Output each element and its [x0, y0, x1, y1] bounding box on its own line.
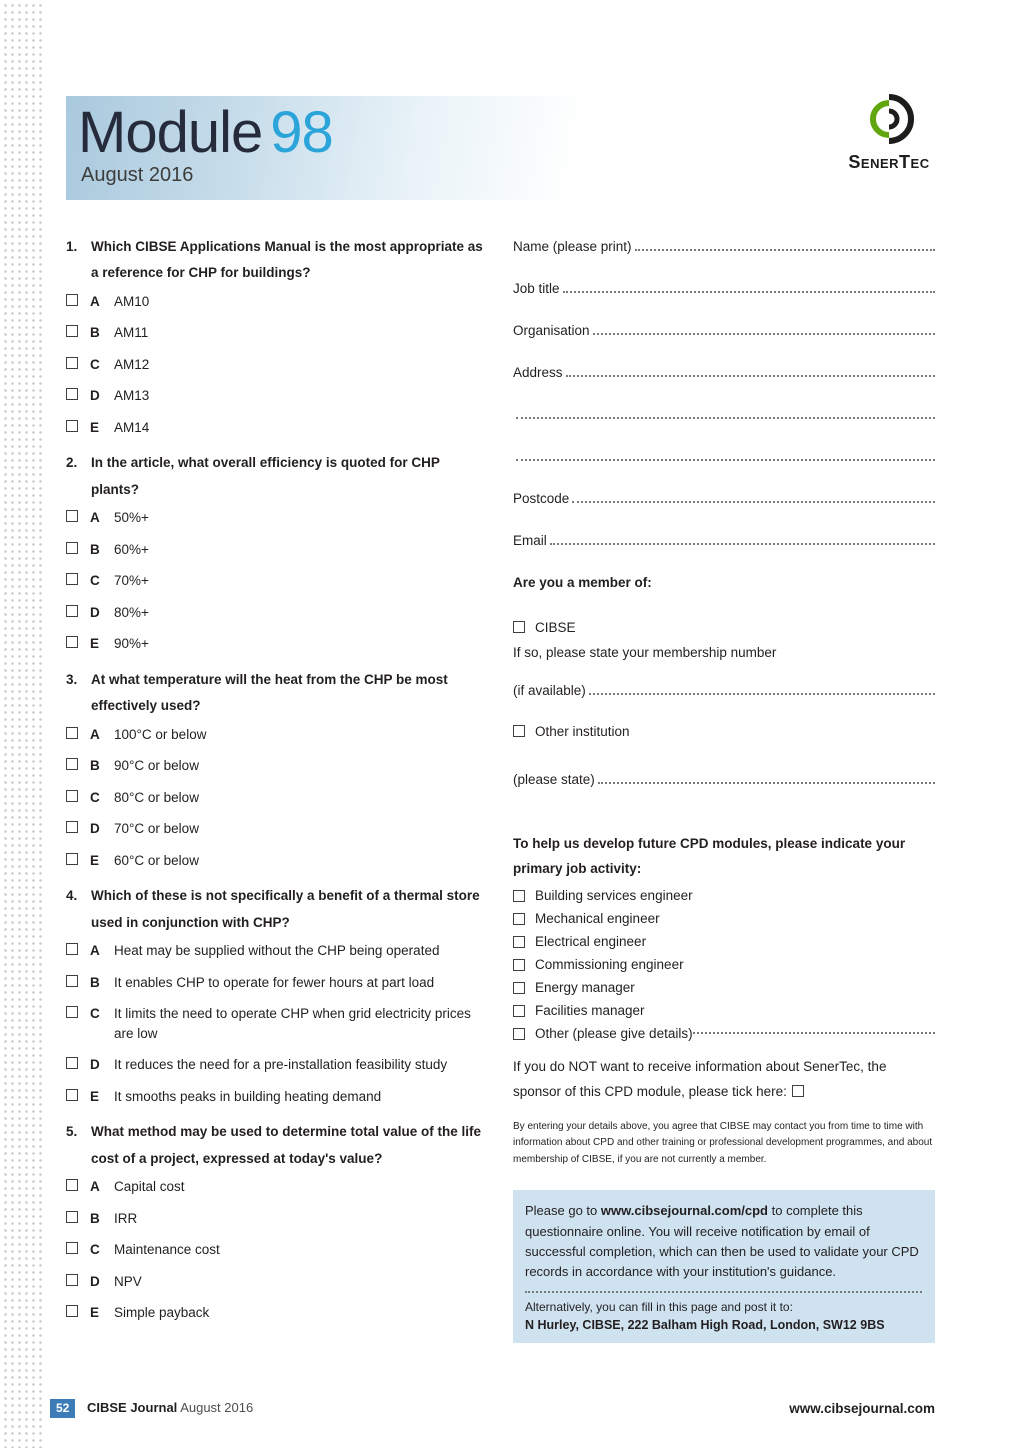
footer [50, 1399, 935, 1418]
answer-checkbox[interactable] [66, 1305, 78, 1317]
question-number: 3. [66, 671, 78, 687]
membership-heading: Are you a member of: [513, 575, 652, 590]
membership-number-row [513, 678, 935, 698]
questions-column [66, 234, 490, 1336]
answer-checkbox[interactable] [66, 294, 78, 306]
other-institution-row [513, 724, 935, 739]
membership-number-note: If so, please state your membership number [513, 644, 777, 660]
option-row: D AM13 [66, 386, 490, 406]
question-heading [66, 883, 490, 936]
senertec-logo [839, 92, 939, 173]
answer-checkbox[interactable] [66, 1179, 78, 1191]
cpd-online-text: Please go to www.cibsejournal.com/cpd to complete this questionnaire online. You will receive notification by email of successful completion, which can then be used to validate your CPD records in accordance with your institution's guidance. [525, 1203, 919, 1279]
optout-checkbox[interactable] [792, 1085, 804, 1097]
activity-row: Mechanical engineer [513, 910, 935, 928]
address-extra-line [513, 444, 935, 464]
question-3 [66, 667, 490, 870]
answer-checkbox[interactable] [66, 510, 78, 522]
cpd-online-box [513, 1190, 935, 1343]
organisation-field-row [513, 318, 935, 338]
fill-in-line[interactable] [589, 693, 935, 695]
fill-in-line[interactable] [598, 782, 935, 784]
option-row: A 50%+ [66, 508, 490, 528]
question-text: In the article, what overall efficiency is quoted for CHP plants? [91, 455, 440, 497]
fill-in-line[interactable] [635, 249, 935, 251]
header [66, 96, 935, 200]
footer-right [789, 1401, 935, 1416]
postal-address: N Hurley, CIBSE, 222 Balham High Road, London, SW12 9BS [525, 1317, 885, 1332]
answer-checkbox[interactable] [66, 1057, 78, 1069]
other-institution-label: Other institution [535, 723, 630, 739]
question-1 [66, 234, 490, 437]
answer-checkbox[interactable] [66, 758, 78, 770]
answer-checkbox[interactable] [66, 573, 78, 585]
option-row: B AM11 [66, 323, 490, 343]
journal-name: CIBSE Journal [86, 1400, 178, 1415]
name-field-row [513, 234, 935, 254]
field-label: Email [513, 533, 547, 548]
option-row: E Simple payback [66, 1303, 490, 1323]
activity-checkbox[interactable] [513, 913, 525, 925]
answer-checkbox[interactable] [66, 605, 78, 617]
fill-in-line[interactable] [572, 501, 935, 503]
website-link[interactable]: www.cibsejournal.com [789, 1401, 935, 1416]
question-heading [66, 234, 490, 287]
page-number-badge: 52 [50, 1399, 75, 1418]
address-extra-line [513, 402, 935, 422]
answer-checkbox[interactable] [66, 853, 78, 865]
question-4 [66, 883, 490, 1106]
option-row: E AM14 [66, 418, 490, 438]
answer-checkbox[interactable] [66, 636, 78, 648]
activity-checkbox[interactable] [513, 1028, 525, 1040]
activity-row: Electrical engineer [513, 933, 935, 951]
job-activity-list [513, 887, 935, 1043]
answer-checkbox[interactable] [66, 727, 78, 739]
answer-checkbox[interactable] [66, 1274, 78, 1286]
answer-checkbox[interactable] [66, 975, 78, 987]
fill-in-line[interactable] [593, 333, 935, 335]
legal-text: By entering your details above, you agree that CIBSE may contact you from time to time with information about CPD and other training or professional development programmes, and about membership of CIBSE, if you are not currently a member. [513, 1120, 933, 1165]
answer-checkbox[interactable] [66, 357, 78, 369]
cibse-checkbox[interactable] [513, 621, 525, 633]
option-row: B 90°C or below [66, 756, 490, 776]
other-activity-label: Other (please give details) [535, 1026, 693, 1042]
activity-row: Facilities manager [513, 1002, 935, 1020]
activity-row: Energy manager [513, 979, 935, 997]
field-label: Postcode [513, 491, 570, 506]
question-number: 1. [66, 239, 78, 254]
question-text: What method may be used to determine total value of the life cost of a project, expressed at today's value? [91, 1124, 482, 1166]
option-row: A Heat may be supplied without the CHP being operated [66, 941, 490, 961]
answer-checkbox[interactable] [66, 943, 78, 955]
option-row: E 60°C or below [66, 851, 490, 871]
module-banner [66, 96, 594, 200]
question-2 [66, 450, 490, 653]
footer-issue-date: August 2016 [180, 1400, 254, 1415]
fill-in-line[interactable] [563, 291, 935, 293]
cpd-url-link[interactable]: www.cibsejournal.com/cpd [600, 1203, 768, 1219]
option-row: E It smooths peaks in building heating demand [66, 1087, 490, 1107]
field-label: Address [513, 365, 563, 380]
halftone-edge-pattern [0, 0, 46, 1448]
field-label: (please state) [513, 771, 595, 787]
question-text: Which of these is not specifically a benefit of a thermal store used in conjunction with CHP? [91, 888, 480, 930]
footer-left [50, 1399, 253, 1418]
fill-in-line[interactable] [693, 1032, 935, 1034]
activity-checkbox[interactable] [513, 982, 525, 994]
activity-checkbox[interactable] [513, 1005, 525, 1017]
answer-checkbox[interactable] [66, 420, 78, 432]
option-row: B IRR [66, 1209, 490, 1229]
answer-checkbox[interactable] [66, 1242, 78, 1254]
field-label: (if available) [513, 682, 586, 698]
optout-note: If you do NOT want to receive information about SenerTec, the sponsor of this CPD module, please tick here: [513, 1058, 887, 1099]
entry-form-column [513, 234, 935, 1343]
dotted-divider [525, 1291, 922, 1293]
job-title-field-row [513, 276, 935, 296]
option-row: A 100°C or below [66, 725, 490, 745]
postal-alternative-text: Alternatively, you can fill in this page and post it to: [525, 1299, 793, 1314]
question-text: Which CIBSE Applications Manual is the most appropriate as a reference for CHP for buildings? [91, 239, 483, 281]
please-state-row [513, 767, 935, 787]
page-content [66, 0, 935, 1343]
option-row: D It reduces the need for a pre-installation feasibility study [66, 1055, 490, 1075]
other-institution-checkbox[interactable] [513, 725, 525, 737]
question-text: At what temperature will the heat from the CHP be most effectively used? [91, 671, 448, 714]
option-row: D 80%+ [66, 603, 490, 623]
module-word: Module [78, 100, 263, 165]
activity-checkbox[interactable] [513, 890, 525, 902]
question-number: 4. [66, 888, 78, 904]
answer-checkbox[interactable] [66, 790, 78, 802]
postcode-field-row [513, 486, 935, 506]
fill-in-line[interactable] [566, 375, 935, 377]
module-number: 98 [270, 100, 333, 165]
option-row: E 90%+ [66, 634, 490, 654]
senertec-wordmark: SenerTec [848, 152, 930, 172]
option-row: B 60%+ [66, 540, 490, 560]
option-row: C AM12 [66, 355, 490, 375]
answer-checkbox[interactable] [66, 821, 78, 833]
cibse-label: CIBSE [535, 619, 576, 635]
question-number: 2. [66, 455, 78, 471]
senertec-logo-icon [851, 92, 927, 146]
answer-checkbox[interactable] [66, 1006, 78, 1018]
job-activity-heading: To help us develop future CPD modules, please indicate your primary job activity: [513, 835, 906, 877]
issue-date: August 2016 [81, 164, 194, 187]
question-heading [66, 450, 490, 503]
option-row: C 70%+ [66, 571, 490, 591]
field-label: Name (please print) [513, 239, 632, 254]
activity-checkbox[interactable] [513, 936, 525, 948]
option-row: D 70°C or below [66, 819, 490, 839]
option-row: C Maintenance cost [66, 1240, 490, 1260]
page-title [78, 102, 594, 163]
answer-checkbox[interactable] [66, 1089, 78, 1101]
fill-in-line[interactable] [516, 459, 935, 461]
question-number: 5. [66, 1124, 78, 1140]
activity-checkbox[interactable] [513, 959, 525, 971]
option-row: C 80°C or below [66, 788, 490, 808]
answer-checkbox[interactable] [66, 388, 78, 400]
fill-in-line[interactable] [516, 417, 935, 419]
option-row: D NPV [66, 1272, 490, 1292]
question-5 [66, 1119, 490, 1322]
answer-checkbox[interactable] [66, 1211, 78, 1223]
question-heading [66, 1119, 490, 1172]
question-heading [66, 667, 490, 720]
field-label: Job title [513, 281, 560, 296]
option-row: B It enables CHP to operate for fewer hours at part load [66, 973, 490, 993]
answer-checkbox[interactable] [66, 542, 78, 554]
activity-row: Commissioning engineer [513, 956, 935, 974]
fill-in-line[interactable] [550, 543, 935, 545]
address-field-row [513, 360, 935, 380]
option-row: C It limits the need to operate CHP when grid electricity prices are low [66, 1004, 490, 1043]
field-label: Organisation [513, 323, 590, 338]
cibse-member-row [513, 620, 935, 635]
answer-checkbox[interactable] [66, 325, 78, 337]
email-field-row [513, 528, 935, 548]
activity-row: Building services engineer [513, 887, 935, 905]
option-row: A AM10 [66, 292, 490, 312]
option-row: A Capital cost [66, 1177, 490, 1197]
activity-other-row [513, 1025, 935, 1043]
